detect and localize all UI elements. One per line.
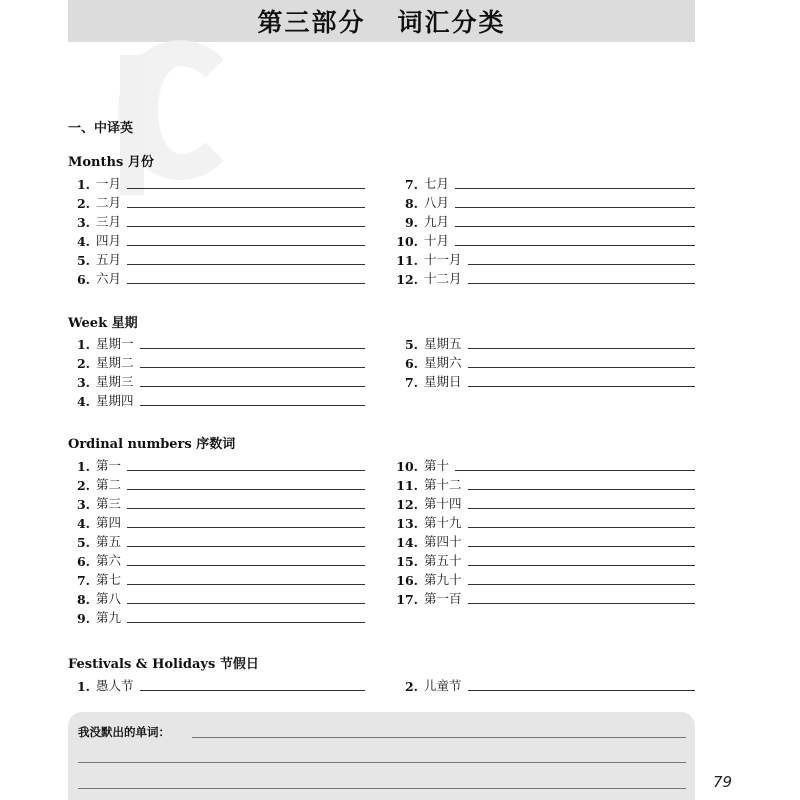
list-item: 12. 第十四 xyxy=(390,493,695,512)
answer-line[interactable] xyxy=(468,603,695,604)
list-item: 5. 第五 xyxy=(68,531,365,550)
list-item: 3. 三月 xyxy=(68,211,365,230)
answer-line[interactable] xyxy=(127,470,365,471)
answer-line[interactable] xyxy=(455,226,695,227)
answer-line[interactable] xyxy=(127,622,365,623)
list-item: 16. 第九十 xyxy=(390,569,695,588)
week-heading: Week 星期 xyxy=(68,316,138,331)
answer-line[interactable] xyxy=(127,283,365,284)
answer-line[interactable] xyxy=(127,603,365,604)
answer-line[interactable] xyxy=(468,283,695,284)
page-number: 79 xyxy=(713,773,733,791)
answer-line[interactable] xyxy=(140,405,365,406)
answer-line[interactable] xyxy=(127,584,365,585)
answer-line[interactable] xyxy=(468,690,695,691)
answer-line[interactable] xyxy=(127,546,365,547)
answer-line[interactable] xyxy=(140,690,365,691)
list-item: 2. 星期二 xyxy=(68,352,365,371)
answer-line[interactable] xyxy=(127,245,365,246)
answer-line[interactable] xyxy=(468,508,695,509)
answer-line[interactable] xyxy=(127,207,365,208)
answer-line[interactable] xyxy=(468,348,695,349)
notes-label: 我没默出的单词： xyxy=(78,725,170,739)
list-item: 4. 第四 xyxy=(68,512,365,531)
answer-line[interactable] xyxy=(468,584,695,585)
list-item: 2. 第二 xyxy=(68,474,365,493)
answer-line[interactable] xyxy=(455,188,695,189)
answer-line[interactable] xyxy=(127,226,365,227)
list-item: 7. 星期日 xyxy=(390,371,695,390)
answer-line[interactable] xyxy=(127,264,365,265)
list-item: 13. 第十九 xyxy=(390,512,695,531)
list-item: 9. 第九 xyxy=(68,607,365,626)
list-item: 12. 十二月 xyxy=(390,268,695,287)
list-item: 6. 星期六 xyxy=(390,352,695,371)
list-item: 5. 五月 xyxy=(68,249,365,268)
list-item: 1. 第一 xyxy=(68,455,365,474)
answer-line[interactable] xyxy=(468,386,695,387)
answer-line[interactable] xyxy=(455,207,695,208)
months-heading: Months 月份 xyxy=(68,155,154,170)
answer-line[interactable] xyxy=(140,386,365,387)
list-item: 7. 第七 xyxy=(68,569,365,588)
section-title: 一、中译英 xyxy=(68,121,134,136)
list-item: 5. 星期五 xyxy=(390,333,695,352)
answer-line[interactable] xyxy=(468,546,695,547)
notes-line[interactable] xyxy=(78,762,686,763)
list-item: 9. 九月 xyxy=(390,211,695,230)
list-item: 1. 星期一 xyxy=(68,333,365,352)
answer-line[interactable] xyxy=(127,508,365,509)
list-item: 7. 七月 xyxy=(390,173,695,192)
list-item: 4. 星期四 xyxy=(68,390,365,409)
list-item: 15. 第五十 xyxy=(390,550,695,569)
list-item: 4. 四月 xyxy=(68,230,365,249)
list-item: 6. 六月 xyxy=(68,268,365,287)
list-item: 1. 愚人节 xyxy=(68,675,365,694)
answer-line[interactable] xyxy=(468,264,695,265)
answer-line[interactable] xyxy=(468,527,695,528)
answer-line[interactable] xyxy=(127,565,365,566)
list-item: 11. 十一月 xyxy=(390,249,695,268)
list-item: 14. 第四十 xyxy=(390,531,695,550)
answer-line[interactable] xyxy=(127,527,365,528)
list-item: 10. 第十 xyxy=(390,455,695,474)
list-item: 2. 儿童节 xyxy=(390,675,695,694)
ordinal-heading: Ordinal numbers 序数词 xyxy=(68,437,236,452)
list-item: 3. 星期三 xyxy=(68,371,365,390)
answer-line[interactable] xyxy=(468,489,695,490)
answer-line[interactable] xyxy=(455,245,695,246)
answer-line[interactable] xyxy=(127,188,365,189)
list-item: 1. 一月 xyxy=(68,173,365,192)
list-item: 3. 第三 xyxy=(68,493,365,512)
list-item: 10. 十月 xyxy=(390,230,695,249)
list-item: 8. 八月 xyxy=(390,192,695,211)
list-item: 11. 第十二 xyxy=(390,474,695,493)
answer-line[interactable] xyxy=(455,470,695,471)
festivals-heading: Festivals & Holidays 节假日 xyxy=(68,657,259,672)
notes-line[interactable] xyxy=(78,788,686,789)
list-item: 17. 第一百 xyxy=(390,588,695,607)
list-item: 8. 第八 xyxy=(68,588,365,607)
answer-line[interactable] xyxy=(127,489,365,490)
list-item: 6. 第六 xyxy=(68,550,365,569)
answer-line[interactable] xyxy=(468,367,695,368)
answer-line[interactable] xyxy=(140,367,365,368)
notes-line[interactable] xyxy=(192,737,686,738)
answer-line[interactable] xyxy=(140,348,365,349)
list-item: 2. 二月 xyxy=(68,192,365,211)
page-header xyxy=(68,0,695,42)
answer-line[interactable] xyxy=(468,565,695,566)
page-title: 第三部分 词汇分类 xyxy=(257,8,506,37)
